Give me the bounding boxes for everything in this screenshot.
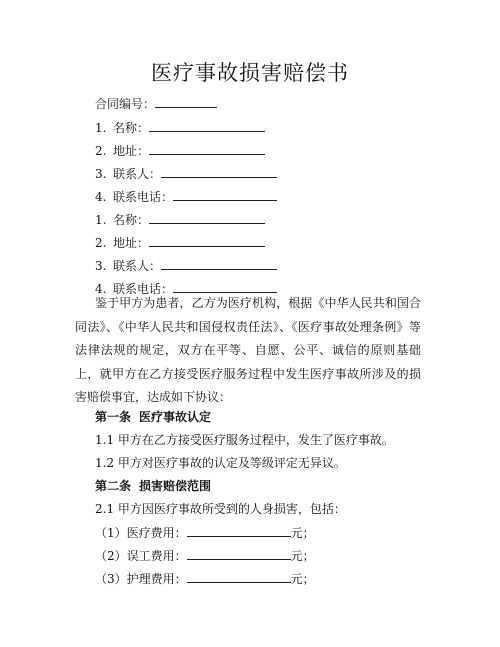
field-label: 联系电话： bbox=[113, 190, 174, 204]
party-b-contact-line bbox=[95, 257, 277, 274]
unit-label: 元； bbox=[290, 549, 315, 563]
article-1-heading bbox=[95, 409, 211, 425]
field-label: 误工费用： bbox=[126, 549, 187, 563]
unit-label: 元； bbox=[290, 572, 315, 586]
party-b-name-blank[interactable] bbox=[149, 211, 265, 224]
article-2-intro: 2.1 甲方因医疗事故所受到的人身损害，包括： bbox=[95, 502, 346, 516]
field-label: 护理费用： bbox=[126, 572, 187, 586]
contract-number-line bbox=[95, 95, 217, 112]
party-a-contact-line bbox=[95, 165, 277, 182]
field-label: 联系人： bbox=[113, 167, 162, 181]
preamble-paragraph: 鉴于甲方为患者，乙方为医疗机构，根据《中华人民共和国合同法》、《中华人民共和国侵权责任法》、《医疗事故处理条例》等法律法规的规定，双方在平等、自愿、公平、诚信的原则基础上，就甲方在乙方接受医疗服务过程中发生医疗事故所涉及的损害赔偿事宜，达成如下协议： bbox=[75, 296, 421, 404]
item-number: 4. bbox=[95, 282, 107, 296]
field-label: 地址： bbox=[113, 236, 150, 250]
article-title: 医疗事故认定 bbox=[139, 410, 212, 424]
item-number: 2. bbox=[95, 144, 107, 158]
item-number: 2. bbox=[95, 236, 107, 250]
article-1-item-2: 1.2 甲方对医疗事故的认定及等级评定无异议。 bbox=[95, 456, 346, 470]
item-number: 3. bbox=[95, 259, 107, 273]
medical-cost-blank[interactable] bbox=[187, 524, 291, 537]
nursing-cost-blank[interactable] bbox=[187, 570, 291, 583]
party-b-name-line bbox=[95, 211, 265, 228]
nursing-cost-line bbox=[95, 570, 315, 587]
field-label: 联系人： bbox=[113, 259, 162, 273]
party-b-address-line bbox=[95, 234, 265, 251]
party-a-address-blank[interactable] bbox=[149, 142, 265, 155]
party-a-address-line bbox=[95, 142, 265, 159]
party-a-name-line bbox=[95, 119, 265, 136]
field-label: 医疗费用： bbox=[126, 526, 187, 540]
item-number: 1. bbox=[95, 213, 107, 227]
party-a-phone-line bbox=[95, 188, 277, 205]
medical-cost-line bbox=[95, 524, 315, 541]
document-title: 医疗事故损害赔偿书 bbox=[151, 61, 349, 85]
article-number: 第一条 bbox=[95, 410, 132, 424]
item-number: （2） bbox=[95, 549, 127, 563]
item-number: （3） bbox=[95, 572, 127, 586]
article-number: 第二条 bbox=[95, 479, 132, 493]
article-2-heading bbox=[95, 478, 211, 494]
field-label: 地址： bbox=[113, 144, 150, 158]
party-b-contact-blank[interactable] bbox=[161, 257, 277, 270]
party-a-contact-blank[interactable] bbox=[161, 165, 277, 178]
party-a-name-blank[interactable] bbox=[149, 119, 265, 132]
article-1-item-1: 1.1 甲方在乙方接受医疗服务过程中，发生了医疗事故。 bbox=[95, 433, 394, 447]
item-number: （1） bbox=[95, 526, 127, 540]
lost-work-cost-blank[interactable] bbox=[187, 547, 291, 560]
contract-number-label: 合同编号： bbox=[95, 97, 156, 111]
item-number: 4. bbox=[95, 190, 107, 204]
lost-work-cost-line bbox=[95, 547, 315, 564]
party-b-address-blank[interactable] bbox=[149, 234, 265, 247]
party-a-phone-blank[interactable] bbox=[173, 188, 277, 201]
article-title: 损害赔偿范围 bbox=[139, 479, 212, 493]
field-label: 联系电话： bbox=[113, 282, 174, 296]
item-number: 3. bbox=[95, 167, 107, 181]
unit-label: 元； bbox=[290, 526, 315, 540]
contract-number-blank[interactable] bbox=[155, 95, 217, 108]
field-label: 名称： bbox=[113, 121, 150, 135]
field-label: 名称： bbox=[113, 213, 150, 227]
item-number: 1. bbox=[95, 121, 107, 135]
